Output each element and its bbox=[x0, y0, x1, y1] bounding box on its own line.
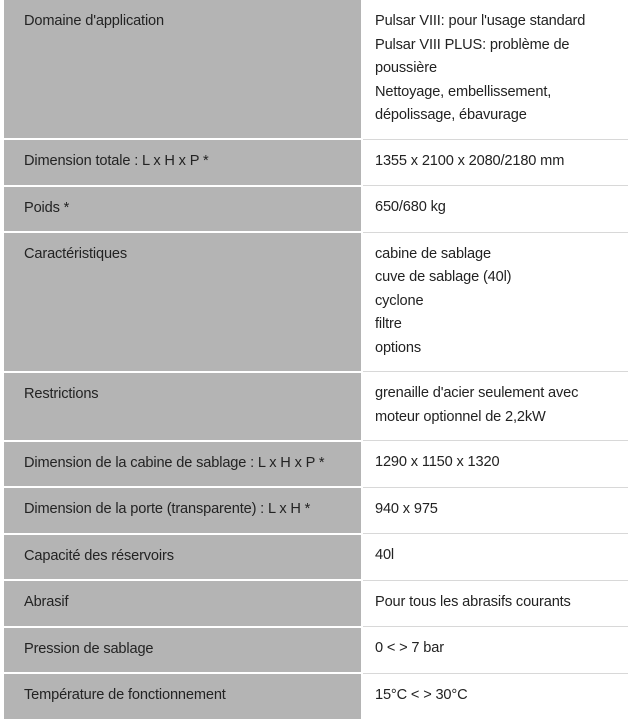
table-row bbox=[2, 627, 628, 674]
spec-value-cell bbox=[362, 186, 628, 233]
spec-value-cell bbox=[362, 673, 628, 719]
spec-value-line: 15°C < > 30°C bbox=[375, 686, 468, 703]
spec-label-cell bbox=[2, 487, 362, 534]
spec-label-text: Caractéristiques bbox=[24, 246, 128, 262]
spec-value-cell bbox=[362, 0, 628, 139]
spec-label-text: Domaine d'application bbox=[24, 13, 164, 29]
spec-label-text: Restrictions bbox=[24, 385, 99, 402]
table-row bbox=[2, 139, 628, 186]
spec-value-line: Pour tous les abrasifs courants bbox=[375, 593, 571, 610]
spec-label-cell bbox=[2, 186, 362, 233]
spec-value-line: Nettoyage, embellissement, dépolissage, ébavurage bbox=[375, 83, 552, 123]
spec-value-line: cyclone bbox=[375, 292, 424, 309]
spec-label-text: Poids * bbox=[24, 199, 70, 216]
table-row bbox=[2, 441, 628, 488]
spec-value-cell bbox=[362, 441, 628, 488]
table-row bbox=[2, 534, 628, 581]
spec-label-text: Capacité des réservoirs bbox=[24, 547, 174, 564]
spec-label-text: Abrasif bbox=[24, 594, 69, 610]
spec-value-line: 940 x 975 bbox=[375, 500, 438, 517]
spec-value-cell bbox=[362, 580, 628, 627]
spec-value-cell bbox=[362, 372, 628, 441]
spec-label-cell bbox=[2, 139, 362, 186]
spec-value-line: cuve de sablage (40l) bbox=[375, 269, 512, 285]
table-row bbox=[2, 580, 628, 627]
spec-label-cell bbox=[2, 0, 362, 139]
spec-label-cell bbox=[2, 673, 362, 719]
table-row bbox=[2, 372, 628, 441]
spec-value-line: 1355 x 2100 x 2080/2180 mm bbox=[375, 152, 565, 169]
spec-label-cell bbox=[2, 580, 362, 627]
spec-value-line: Pulsar VIII PLUS: problème de poussière bbox=[375, 36, 570, 76]
table-row bbox=[2, 232, 628, 372]
spec-value-line: 1290 x 1150 x 1320 bbox=[375, 454, 500, 470]
spec-label-text: Pression de sablage bbox=[24, 640, 154, 657]
spec-label-cell bbox=[2, 232, 362, 372]
spec-label-text: Dimension totale : L x H x P * bbox=[24, 153, 209, 169]
table-row bbox=[2, 186, 628, 233]
table-row bbox=[2, 0, 628, 139]
spec-label-text: Température de fonctionnement bbox=[24, 687, 226, 703]
spec-value-line: filtre bbox=[375, 316, 402, 332]
spec-value-line: 40l bbox=[375, 547, 395, 563]
spec-value-line: 0 < > 7 bar bbox=[375, 640, 444, 656]
spec-label-cell bbox=[2, 627, 362, 674]
spec-value-cell bbox=[362, 139, 628, 186]
spec-value-line: grenaille d'acier seulement avec moteur optionnel de 2,2kW bbox=[375, 385, 579, 425]
spec-value-line: cabine de sablage bbox=[375, 245, 491, 262]
spec-value-line: 650/680 kg bbox=[375, 199, 446, 215]
spec-label-cell bbox=[2, 441, 362, 488]
spec-label-text: Dimension de la porte (transparente) : L x H * bbox=[24, 501, 311, 517]
spec-value-cell bbox=[362, 627, 628, 674]
specifications-table-body bbox=[2, 0, 628, 719]
spec-value-line: Pulsar VIII: pour l'usage standard bbox=[375, 13, 586, 29]
table-row bbox=[2, 673, 628, 719]
spec-value-line: options bbox=[375, 339, 422, 356]
table-row bbox=[2, 487, 628, 534]
spec-label-cell bbox=[2, 534, 362, 581]
spec-label-text: Dimension de la cabine de sablage : L x H x P * bbox=[24, 454, 325, 471]
spec-value-cell bbox=[362, 232, 628, 372]
spec-label-cell bbox=[2, 372, 362, 441]
spec-value-cell bbox=[362, 487, 628, 534]
spec-value-cell bbox=[362, 534, 628, 581]
